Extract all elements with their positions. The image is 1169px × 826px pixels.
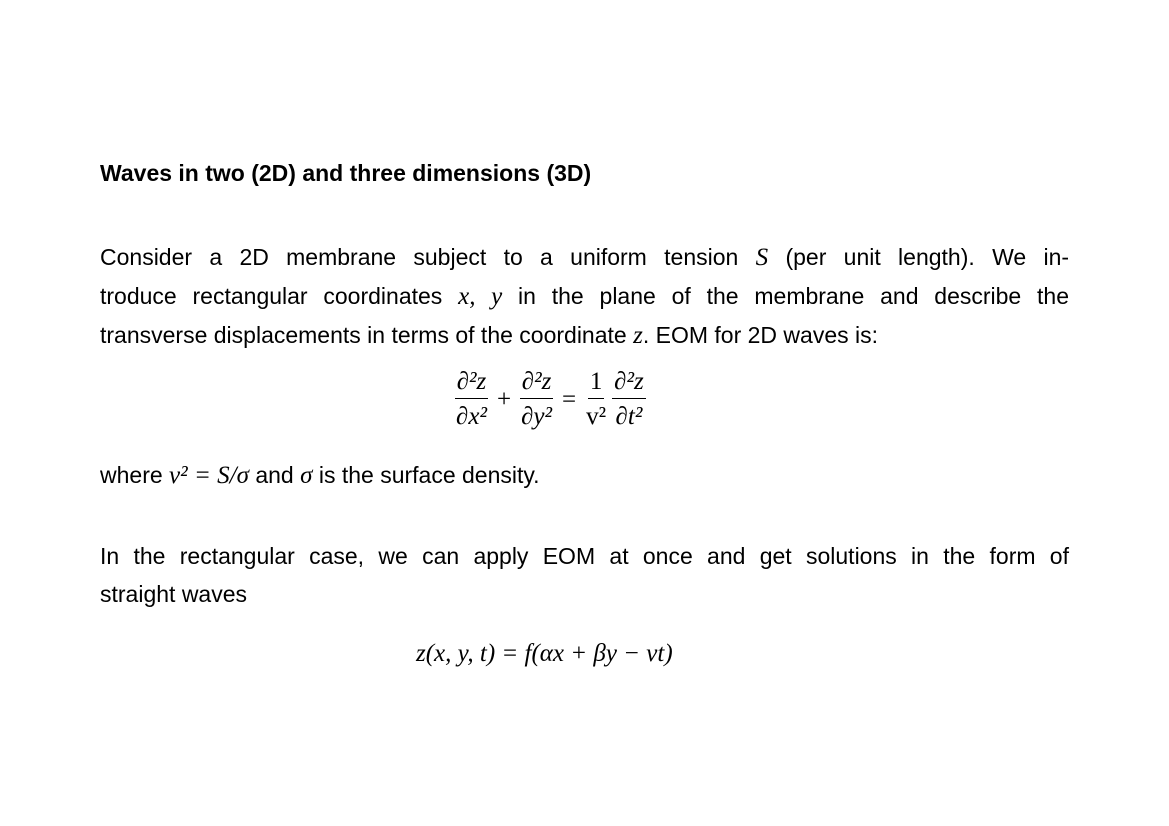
math-symbol: z — [633, 322, 643, 349]
fraction-d2z-dy2 — [519, 368, 554, 431]
wave-equation — [452, 368, 648, 431]
intro-paragraph — [100, 238, 1069, 355]
math-symbol: v² — [169, 462, 188, 489]
math-symbol: σ — [300, 462, 313, 489]
denominator: ∂y² — [521, 403, 553, 430]
intro-line-3 — [100, 316, 1069, 355]
text-run: Consider a 2D membrane subject to a uniform tension — [100, 244, 739, 270]
intro-line-2 — [100, 277, 1069, 316]
text-line-1: In the rectangular case, we can apply EOM at once and get solutions in the form of — [100, 543, 1069, 569]
numerator: ∂²z — [612, 368, 646, 399]
straight-wave-solution: z(x, y, t) = f(αx + βy − vt) — [416, 640, 673, 667]
text-run: is the surface density. — [318, 462, 540, 488]
text-run: where — [100, 462, 163, 488]
numerator: ∂²z — [520, 368, 554, 399]
text-run: . EOM for 2D waves is: — [642, 322, 878, 348]
text-run: transverse displacements in terms of the coordinate — [100, 322, 627, 348]
fraction-d2z-dx2 — [454, 368, 489, 431]
plus-operator: + — [496, 385, 512, 413]
text-line-2: straight waves — [100, 581, 248, 607]
fraction-d2z-dt2 — [612, 368, 646, 431]
fraction-one-over-v2 — [584, 368, 608, 431]
math-symbol: x, y — [458, 283, 503, 310]
denominator: ∂x² — [456, 403, 487, 430]
equals-operator: = — [562, 385, 577, 413]
denominator: ∂t² — [615, 403, 643, 430]
intro-line-1 — [100, 238, 1069, 277]
definition-paragraph — [100, 456, 1069, 495]
denominator: v² — [586, 403, 607, 430]
text-run: troduce rectangular coordinates — [100, 283, 443, 309]
text-run: and — [255, 462, 294, 488]
rectangular-case-paragraph — [100, 537, 1069, 613]
math-symbol: S — [755, 244, 769, 271]
text-run: in the plane of the membrane and describe the — [518, 283, 1069, 309]
numerator: 1 — [588, 368, 605, 399]
numerator: ∂²z — [455, 368, 489, 399]
section-title: Waves in two (2D) and three dimensions (3D) — [100, 160, 592, 186]
math-relation: = S/σ — [194, 462, 249, 489]
text-run: (per unit length). We in- — [785, 244, 1070, 270]
